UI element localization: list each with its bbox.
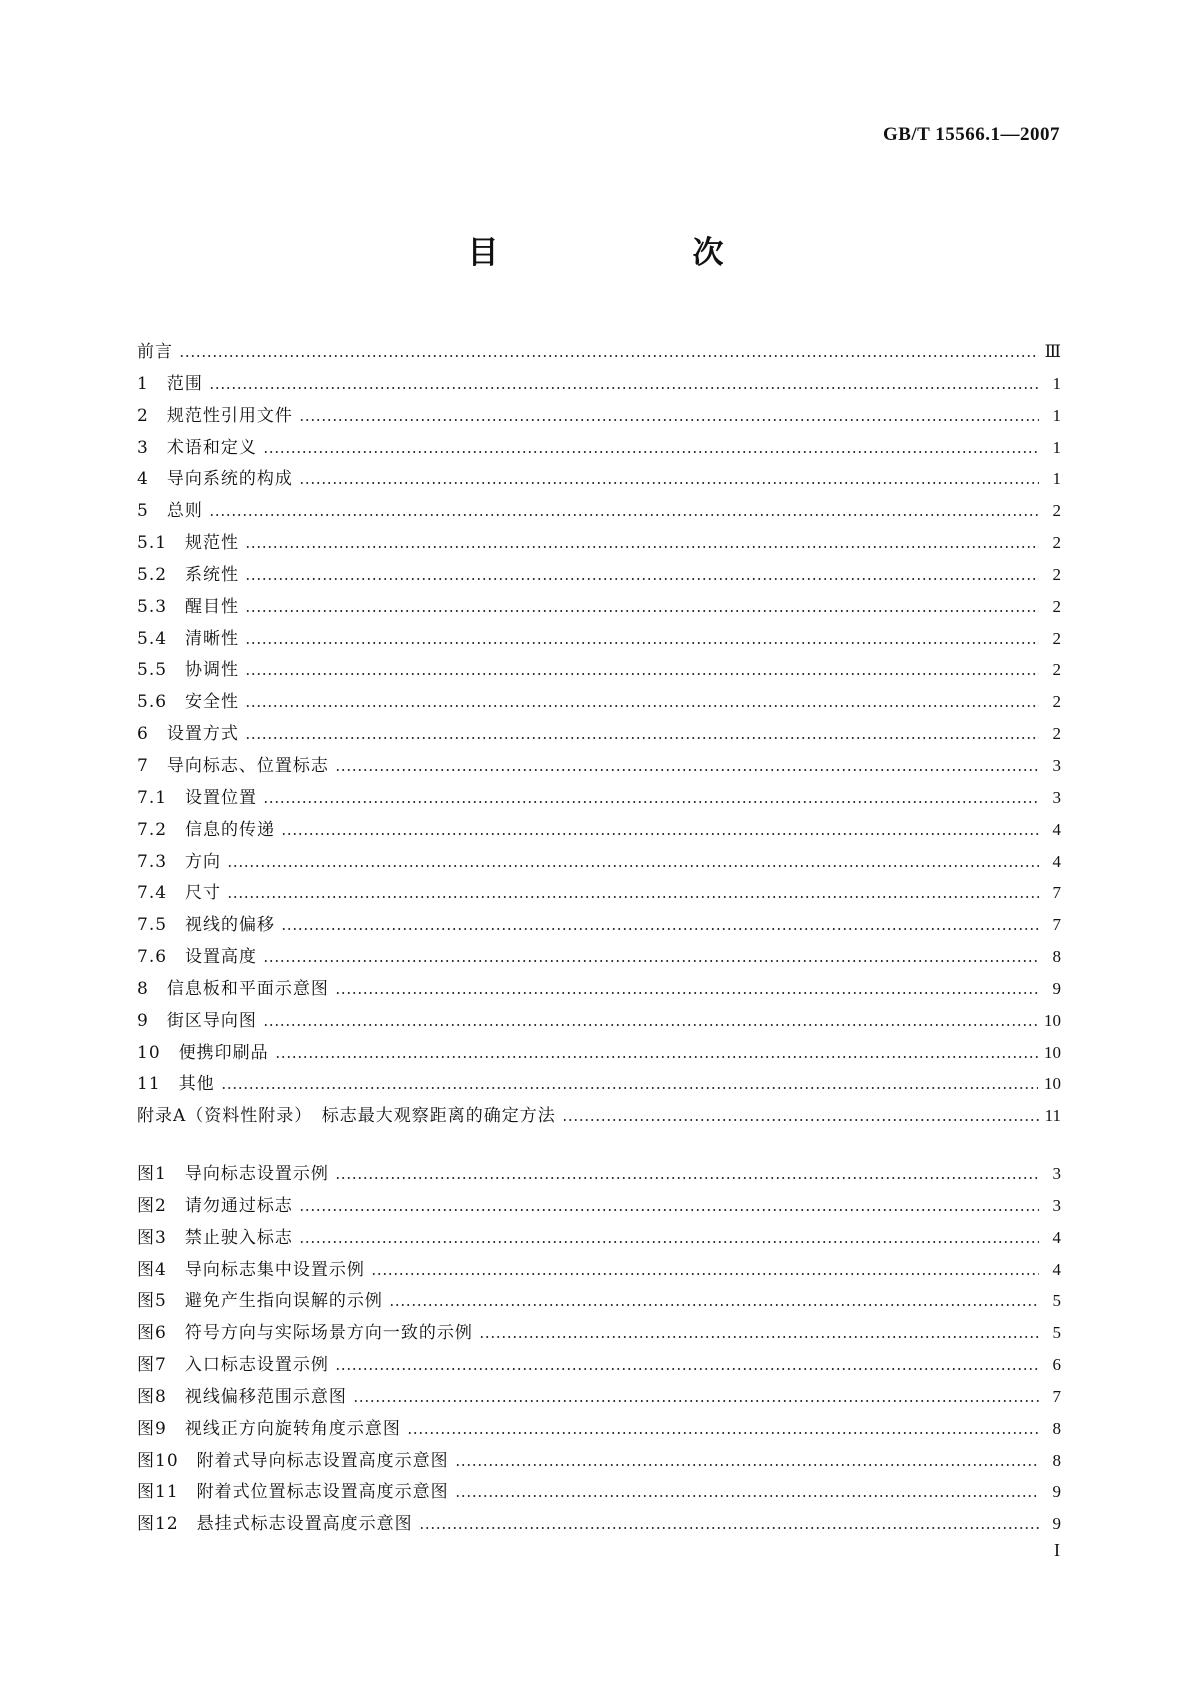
entry-page-number: 4 bbox=[1052, 1259, 1061, 1279]
entry-title: 10 便携印刷品 bbox=[137, 1042, 269, 1063]
table-of-contents bbox=[137, 336, 1061, 1132]
dot-leader bbox=[407, 1432, 1039, 1434]
entry-page-number: 9 bbox=[1052, 978, 1061, 998]
entry-title: 图10 附着式导向标志设置高度示意图 bbox=[137, 1450, 449, 1471]
dot-leader bbox=[245, 737, 1039, 739]
figure-entry[interactable] bbox=[137, 1476, 1061, 1508]
toc-entry[interactable] bbox=[137, 909, 1061, 941]
entry-page-number: 10 bbox=[1044, 1042, 1061, 1062]
entry-title: 图3 禁止驶入标志 bbox=[137, 1227, 293, 1248]
entry-page-number: Ⅲ bbox=[1044, 342, 1061, 361]
figure-entry[interactable] bbox=[137, 1381, 1061, 1413]
entry-page-number: 4 bbox=[1052, 1227, 1061, 1247]
entry-page-number: 7 bbox=[1052, 915, 1061, 935]
toc-entry[interactable] bbox=[137, 782, 1061, 814]
toc-entry[interactable] bbox=[137, 495, 1061, 527]
dot-leader bbox=[245, 610, 1039, 612]
dot-leader bbox=[209, 514, 1039, 516]
dot-leader bbox=[227, 896, 1039, 898]
figure-entry[interactable] bbox=[137, 1508, 1061, 1540]
figure-entry[interactable] bbox=[137, 1445, 1061, 1477]
dot-leader bbox=[263, 1024, 1038, 1026]
toc-entry[interactable] bbox=[137, 432, 1061, 464]
dot-leader bbox=[479, 1336, 1039, 1338]
toc-entry[interactable] bbox=[137, 559, 1061, 591]
dot-leader bbox=[245, 546, 1039, 548]
entry-title: 7.5 视线的偏移 bbox=[137, 915, 276, 936]
entry-page-number: 2 bbox=[1052, 628, 1061, 648]
dot-leader bbox=[281, 833, 1039, 835]
page-title: 目 次 bbox=[467, 235, 768, 271]
entry-page-number: 4 bbox=[1052, 819, 1061, 839]
toc-entry[interactable] bbox=[137, 400, 1061, 432]
dot-leader bbox=[275, 1056, 1038, 1058]
entry-page-number: 2 bbox=[1052, 564, 1061, 584]
entry-title: 11 其他 bbox=[137, 1074, 215, 1095]
entry-page-number: 7 bbox=[1052, 1386, 1061, 1406]
entry-title: 3 术语和定义 bbox=[137, 437, 257, 458]
entry-title: 附录A（资料性附录） 标志最大观察距离的确定方法 bbox=[137, 1106, 556, 1127]
toc-entry[interactable] bbox=[137, 1100, 1061, 1132]
entry-page-number: 2 bbox=[1052, 596, 1061, 616]
entry-page-number: 2 bbox=[1052, 692, 1061, 712]
dot-leader bbox=[209, 387, 1039, 389]
dot-leader bbox=[221, 1087, 1038, 1089]
dot-leader bbox=[335, 769, 1039, 771]
dot-leader bbox=[245, 578, 1039, 580]
toc-entry[interactable] bbox=[137, 1037, 1061, 1069]
dot-leader bbox=[419, 1527, 1039, 1529]
dot-leader bbox=[299, 1241, 1039, 1243]
entry-title: 5.4 清晰性 bbox=[137, 628, 240, 649]
toc-entry[interactable] bbox=[137, 623, 1061, 655]
entry-title: 7 导向标志、位置标志 bbox=[137, 755, 329, 776]
entry-page-number: 7 bbox=[1052, 883, 1061, 903]
figure-entry[interactable] bbox=[137, 1413, 1061, 1445]
dot-leader bbox=[335, 1177, 1039, 1179]
entry-title: 5.2 系统性 bbox=[137, 564, 240, 585]
entry-title: 1 范围 bbox=[137, 373, 203, 394]
dot-leader bbox=[227, 865, 1039, 867]
figure-entry[interactable] bbox=[137, 1285, 1061, 1317]
entry-title: 图12 悬挂式标志设置高度示意图 bbox=[137, 1514, 413, 1535]
entry-title: 2 规范性引用文件 bbox=[137, 405, 293, 426]
toc-entry[interactable] bbox=[137, 846, 1061, 878]
entry-page-number: 2 bbox=[1052, 724, 1061, 744]
entry-title: 图1 导向标志设置示例 bbox=[137, 1164, 329, 1184]
entry-title: 图11 附着式位置标志设置高度示意图 bbox=[137, 1482, 449, 1503]
toc-entry[interactable] bbox=[137, 591, 1061, 623]
entry-page-number: 8 bbox=[1052, 1450, 1061, 1470]
dot-leader bbox=[455, 1464, 1039, 1466]
entry-title: 9 街区导向图 bbox=[137, 1010, 257, 1031]
dot-leader bbox=[245, 642, 1039, 644]
figure-entry[interactable] bbox=[137, 1190, 1061, 1222]
entry-title: 5.3 醒目性 bbox=[137, 596, 240, 617]
entry-page-number: 3 bbox=[1052, 1195, 1061, 1215]
entry-title: 5.1 规范性 bbox=[137, 533, 240, 554]
dot-leader bbox=[263, 451, 1039, 453]
toc-entry[interactable] bbox=[137, 527, 1061, 559]
entry-page-number: 8 bbox=[1052, 947, 1061, 967]
entry-page-number: 6 bbox=[1052, 1355, 1061, 1375]
figure-entry[interactable] bbox=[137, 1349, 1061, 1381]
entry-page-number: 2 bbox=[1052, 533, 1061, 553]
dot-leader bbox=[353, 1400, 1039, 1402]
dot-leader bbox=[335, 992, 1039, 994]
entry-title: 5.6 安全性 bbox=[137, 692, 240, 713]
entry-page-number: 2 bbox=[1052, 660, 1061, 680]
dot-leader bbox=[299, 419, 1039, 421]
dot-leader bbox=[281, 928, 1039, 930]
dot-leader bbox=[245, 705, 1039, 707]
toc-entry[interactable] bbox=[137, 814, 1061, 846]
dot-leader bbox=[371, 1273, 1039, 1275]
toc-entry[interactable] bbox=[137, 336, 1061, 368]
entry-title: 8 信息板和平面示意图 bbox=[137, 978, 329, 999]
page-number: I bbox=[1054, 1540, 1060, 1560]
dot-leader bbox=[245, 673, 1039, 675]
entry-title: 前言 bbox=[137, 342, 173, 362]
entry-page-number: 4 bbox=[1052, 851, 1061, 871]
toc-entry[interactable] bbox=[137, 718, 1061, 750]
toc-entry[interactable] bbox=[137, 463, 1061, 495]
entry-title: 图9 视线正方向旋转角度示意图 bbox=[137, 1418, 401, 1439]
entry-page-number: 3 bbox=[1052, 1164, 1061, 1183]
figure-entry[interactable] bbox=[137, 1222, 1061, 1254]
toc-entry[interactable] bbox=[137, 368, 1061, 400]
entry-page-number: 1 bbox=[1052, 373, 1061, 393]
toc-entry[interactable] bbox=[137, 973, 1061, 1005]
entry-page-number: 3 bbox=[1052, 787, 1061, 807]
entry-title: 7.6 设置高度 bbox=[137, 947, 258, 968]
entry-title: 图7 入口标志设置示例 bbox=[137, 1355, 329, 1376]
figure-entry[interactable] bbox=[137, 1158, 1061, 1190]
entry-title: 图8 视线偏移范围示意图 bbox=[137, 1386, 347, 1407]
entry-page-number: 9 bbox=[1052, 1482, 1061, 1502]
toc-entry[interactable] bbox=[137, 877, 1061, 909]
entry-page-number: 11 bbox=[1044, 1106, 1061, 1126]
entry-page-number: 1 bbox=[1052, 469, 1061, 489]
toc-entry[interactable] bbox=[137, 686, 1061, 718]
toc-entry[interactable] bbox=[137, 1005, 1061, 1037]
standard-code: GB/T 15566.1—2007 bbox=[882, 124, 1060, 145]
entry-page-number: 3 bbox=[1052, 755, 1061, 775]
entry-title: 6 设置方式 bbox=[137, 724, 239, 745]
entry-title: 图6 符号方向与实际场景方向一致的示例 bbox=[137, 1323, 473, 1344]
entry-page-number: 5 bbox=[1052, 1291, 1061, 1311]
dot-leader bbox=[389, 1304, 1039, 1306]
entry-page-number: 5 bbox=[1052, 1323, 1061, 1343]
dot-leader bbox=[335, 1368, 1039, 1370]
entry-title: 图2 请勿通过标志 bbox=[137, 1195, 293, 1216]
entry-page-number: 10 bbox=[1044, 1074, 1061, 1094]
entry-title: 5.5 协调性 bbox=[137, 660, 240, 681]
entry-page-number: 10 bbox=[1044, 1010, 1061, 1030]
dot-leader bbox=[299, 1209, 1039, 1211]
dot-leader bbox=[299, 482, 1039, 484]
entry-page-number: 1 bbox=[1052, 405, 1061, 425]
entry-page-number: 8 bbox=[1052, 1418, 1061, 1438]
entry-title: 图5 避免产生指向误解的示例 bbox=[137, 1291, 383, 1312]
toc-entry[interactable] bbox=[137, 750, 1061, 782]
list-of-figures bbox=[137, 1158, 1061, 1540]
dot-leader bbox=[263, 801, 1039, 803]
figure-entry[interactable] bbox=[137, 1317, 1061, 1349]
entry-page-number: 9 bbox=[1052, 1514, 1061, 1534]
entry-page-number: 1 bbox=[1052, 437, 1061, 457]
entry-title: 图4 导向标志集中设置示例 bbox=[137, 1259, 365, 1280]
dot-leader bbox=[455, 1495, 1039, 1497]
toc-entry[interactable] bbox=[137, 654, 1061, 686]
figure-entry[interactable] bbox=[137, 1254, 1061, 1286]
dot-leader bbox=[179, 355, 1039, 357]
toc-entry[interactable] bbox=[137, 1068, 1061, 1100]
entry-title: 4 导向系统的构成 bbox=[137, 469, 293, 490]
entry-title: 7.2 信息的传递 bbox=[137, 819, 276, 840]
entry-title: 7.3 方向 bbox=[137, 851, 222, 872]
dot-leader bbox=[263, 960, 1039, 962]
toc-entry[interactable] bbox=[137, 941, 1061, 973]
entry-page-number: 2 bbox=[1052, 501, 1061, 521]
entry-title: 7.1 设置位置 bbox=[137, 787, 258, 808]
entry-title: 7.4 尺寸 bbox=[137, 883, 222, 904]
dot-leader bbox=[562, 1119, 1039, 1121]
entry-title: 5 总则 bbox=[137, 501, 203, 522]
